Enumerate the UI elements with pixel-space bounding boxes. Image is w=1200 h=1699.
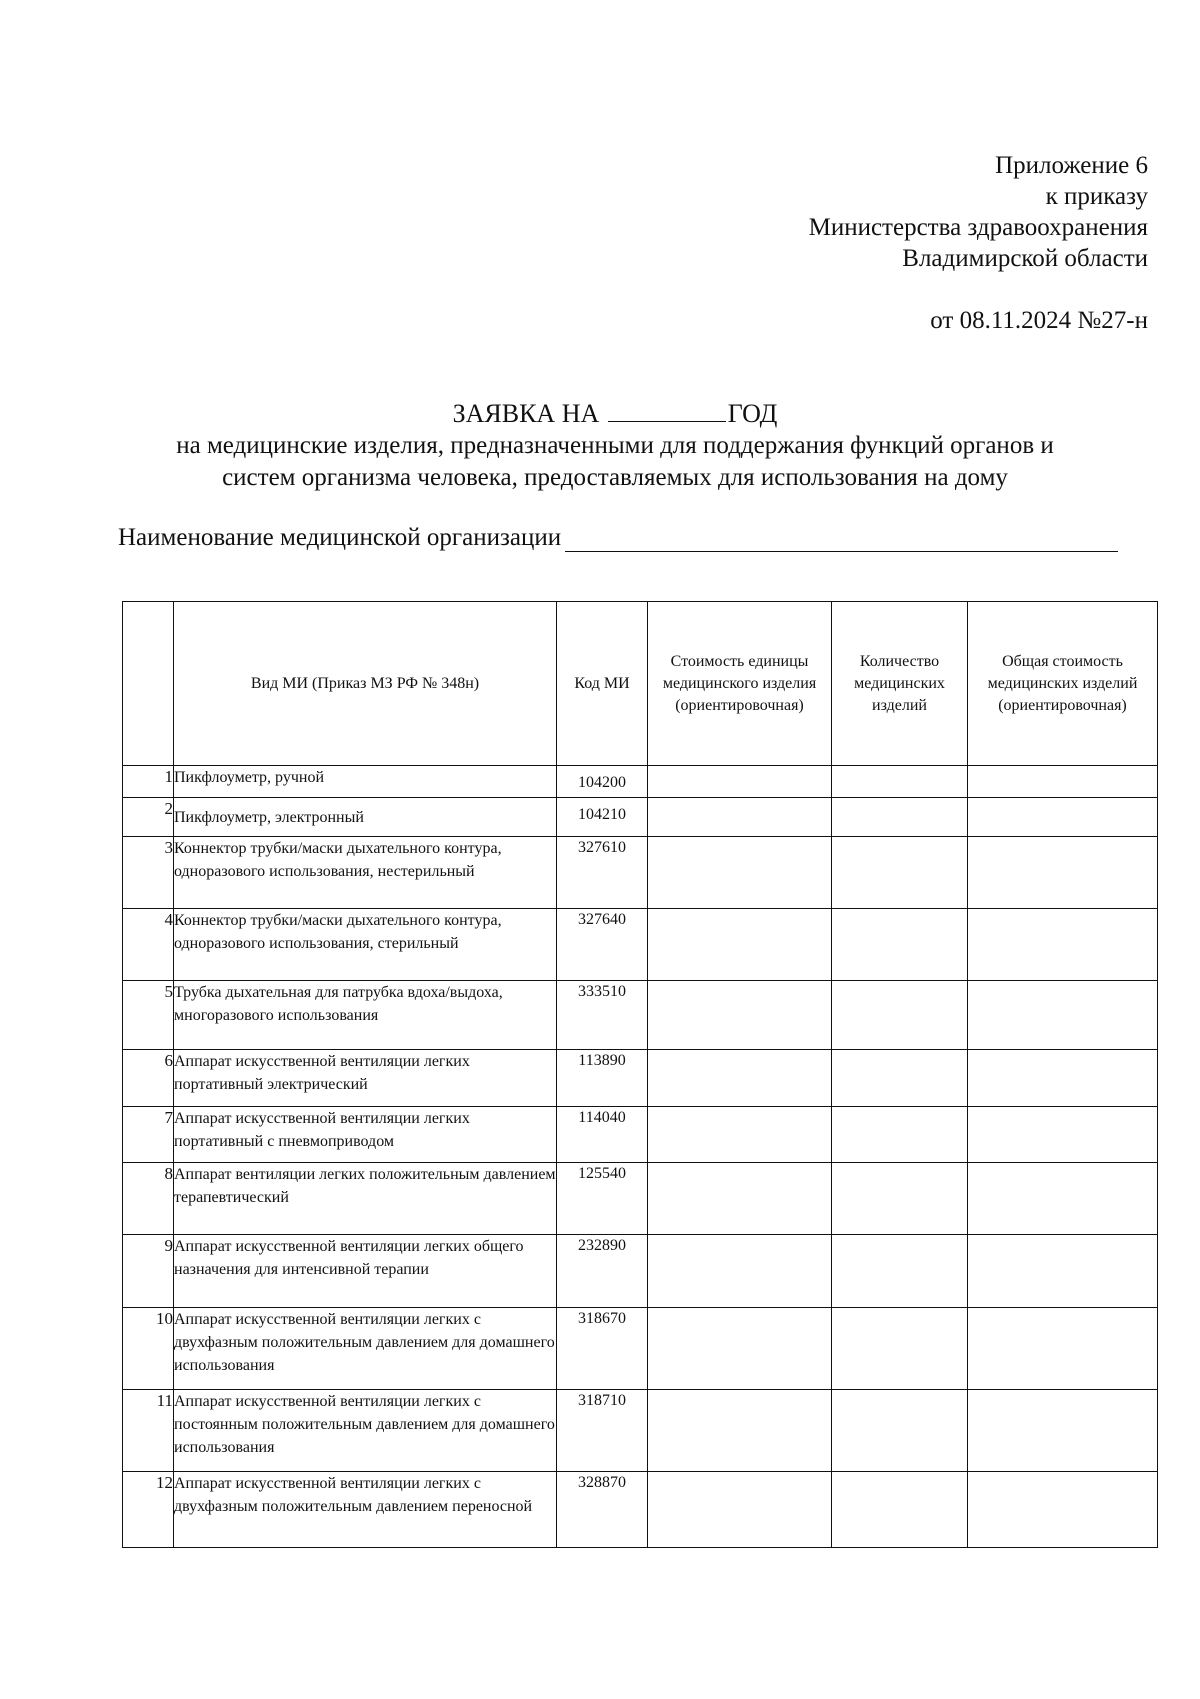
table-row bbox=[123, 1308, 1158, 1390]
table-row bbox=[123, 981, 1158, 1050]
total-cost-cell[interactable] bbox=[968, 1107, 1158, 1163]
title-suffix: ГОД bbox=[727, 399, 778, 428]
row-name: Коннектор трубки/маски дыхательного контура, одноразового использования, нестерильный bbox=[174, 837, 557, 909]
unit-cost-cell[interactable] bbox=[648, 766, 832, 798]
quantity-cell[interactable] bbox=[832, 1235, 968, 1308]
header-total-cost: Общая стоимость медицинских изделий (ориентировочная) bbox=[968, 602, 1158, 766]
quantity-cell[interactable] bbox=[832, 909, 968, 981]
table-row bbox=[123, 1235, 1158, 1308]
row-code: 232890 bbox=[557, 1235, 648, 1308]
row-name: Аппарат вентиляции легких положительным давлением терапевтический bbox=[174, 1163, 557, 1235]
organization-blank[interactable] bbox=[565, 529, 1118, 552]
organization-field bbox=[118, 524, 1118, 552]
table-row bbox=[123, 1163, 1158, 1235]
unit-cost-cell[interactable] bbox=[648, 798, 832, 837]
row-code: 327610 bbox=[557, 837, 648, 909]
unit-cost-cell[interactable] bbox=[648, 1050, 832, 1107]
document-title bbox=[110, 397, 1120, 494]
total-cost-cell[interactable] bbox=[968, 1235, 1158, 1308]
row-code: 113890 bbox=[557, 1050, 648, 1107]
total-cost-cell[interactable] bbox=[968, 766, 1158, 798]
total-cost-cell[interactable] bbox=[968, 1472, 1158, 1548]
quantity-cell[interactable] bbox=[832, 837, 968, 909]
row-number: 9 bbox=[123, 1235, 174, 1308]
row-number: 6 bbox=[123, 1050, 174, 1107]
table-row bbox=[123, 766, 1158, 798]
row-number: 11 bbox=[123, 1390, 174, 1472]
quantity-cell[interactable] bbox=[832, 766, 968, 798]
row-name: Аппарат искусственной вентиляции легких с двухфазным положительным давлением для домашнего использования bbox=[174, 1308, 557, 1390]
row-name: Пикфлоуметр, ручной bbox=[174, 766, 557, 798]
row-number: 8 bbox=[123, 1163, 174, 1235]
total-cost-cell[interactable] bbox=[968, 981, 1158, 1050]
table-header-row bbox=[123, 602, 1158, 766]
appendix-header bbox=[448, 150, 1148, 274]
appendix-line: к приказу bbox=[1045, 183, 1148, 210]
appendix-line: Министерства здравоохранения bbox=[808, 214, 1148, 241]
row-name: Аппарат искусственной вентиляции легких с двухфазным положительным давлением переносной bbox=[174, 1472, 557, 1548]
total-cost-cell[interactable] bbox=[968, 1050, 1158, 1107]
row-code: 333510 bbox=[557, 981, 648, 1050]
quantity-cell[interactable] bbox=[832, 1390, 968, 1472]
table-row bbox=[123, 798, 1158, 837]
unit-cost-cell[interactable] bbox=[648, 1107, 832, 1163]
unit-cost-cell[interactable] bbox=[648, 1390, 832, 1472]
row-number: 7 bbox=[123, 1107, 174, 1163]
table-row bbox=[123, 1050, 1158, 1107]
order-reference: от 08.11.2024 №27-н bbox=[930, 307, 1148, 334]
title-main bbox=[110, 397, 1120, 430]
row-number: 5 bbox=[123, 981, 174, 1050]
title-prefix: ЗАЯВКА НА bbox=[452, 399, 600, 428]
header-unit-cost: Стоимость единицы медицинского изделия (ориентировочная) bbox=[648, 602, 832, 766]
row-number: 2 bbox=[123, 798, 174, 837]
unit-cost-cell[interactable] bbox=[648, 837, 832, 909]
appendix-line: Владимирской области bbox=[902, 245, 1148, 272]
unit-cost-cell[interactable] bbox=[648, 1163, 832, 1235]
unit-cost-cell[interactable] bbox=[648, 909, 832, 981]
row-code: 114040 bbox=[557, 1107, 648, 1163]
title-line: на медицинские изделия, предназначенными для поддержания функций органов и bbox=[176, 432, 1054, 459]
quantity-cell[interactable] bbox=[832, 1050, 968, 1107]
row-code: 104200 bbox=[557, 766, 648, 798]
unit-cost-cell[interactable] bbox=[648, 1308, 832, 1390]
total-cost-cell[interactable] bbox=[968, 1163, 1158, 1235]
unit-cost-cell[interactable] bbox=[648, 1235, 832, 1308]
header-code: Код МИ bbox=[557, 602, 648, 766]
total-cost-cell[interactable] bbox=[968, 1308, 1158, 1390]
row-name: Пикфлоуметр, электронный bbox=[174, 798, 557, 837]
quantity-cell[interactable] bbox=[832, 1107, 968, 1163]
row-name: Трубка дыхательная для патрубка вдоха/выдоха, многоразового использования bbox=[174, 981, 557, 1050]
total-cost-cell[interactable] bbox=[968, 837, 1158, 909]
row-code: 318710 bbox=[557, 1390, 648, 1472]
quantity-cell[interactable] bbox=[832, 981, 968, 1050]
row-number: 3 bbox=[123, 837, 174, 909]
row-code: 327640 bbox=[557, 909, 648, 981]
row-code: 318670 bbox=[557, 1308, 648, 1390]
quantity-cell[interactable] bbox=[832, 1308, 968, 1390]
row-number: 1 bbox=[123, 766, 174, 798]
table-row bbox=[123, 1472, 1158, 1548]
total-cost-cell[interactable] bbox=[968, 909, 1158, 981]
row-name: Аппарат искусственной вентиляции легких портативный с пневмоприводом bbox=[174, 1107, 557, 1163]
unit-cost-cell[interactable] bbox=[648, 981, 832, 1050]
title-line: систем организма человека, предоставляемых для использования на дому bbox=[222, 464, 1008, 491]
row-name: Коннектор трубки/маски дыхательного контура, одноразового использования, стерильный bbox=[174, 909, 557, 981]
row-name: Аппарат искусственной вентиляции легких портативный электрический bbox=[174, 1050, 557, 1107]
row-name: Аппарат искусственной вентиляции легких с постоянным положительным давлением для домашнего использования bbox=[174, 1390, 557, 1472]
header-quantity: Количество медицинских изделий bbox=[832, 602, 968, 766]
header-name: Вид МИ (Приказ МЗ РФ № 348н) bbox=[174, 602, 557, 766]
row-code: 328870 bbox=[557, 1472, 648, 1548]
year-blank[interactable] bbox=[608, 397, 726, 422]
table-row bbox=[123, 837, 1158, 909]
total-cost-cell[interactable] bbox=[968, 798, 1158, 837]
request-table bbox=[122, 601, 1158, 1548]
row-number: 12 bbox=[123, 1472, 174, 1548]
row-number: 10 bbox=[123, 1308, 174, 1390]
row-code: 125540 bbox=[557, 1163, 648, 1235]
quantity-cell[interactable] bbox=[832, 1163, 968, 1235]
total-cost-cell[interactable] bbox=[968, 1390, 1158, 1472]
row-number: 4 bbox=[123, 909, 174, 981]
row-code: 104210 bbox=[557, 798, 648, 837]
organization-label: Наименование медицинской организации bbox=[118, 524, 562, 551]
quantity-cell[interactable] bbox=[832, 798, 968, 837]
header-num bbox=[123, 602, 174, 766]
unit-cost-cell[interactable] bbox=[648, 1472, 832, 1548]
table-row bbox=[123, 1107, 1158, 1163]
row-name: Аппарат искусственной вентиляции легких общего назначения для интенсивной терапии bbox=[174, 1235, 557, 1308]
quantity-cell[interactable] bbox=[832, 1472, 968, 1548]
appendix-line: Приложение 6 bbox=[995, 152, 1148, 179]
table-row bbox=[123, 909, 1158, 981]
table-row bbox=[123, 1390, 1158, 1472]
